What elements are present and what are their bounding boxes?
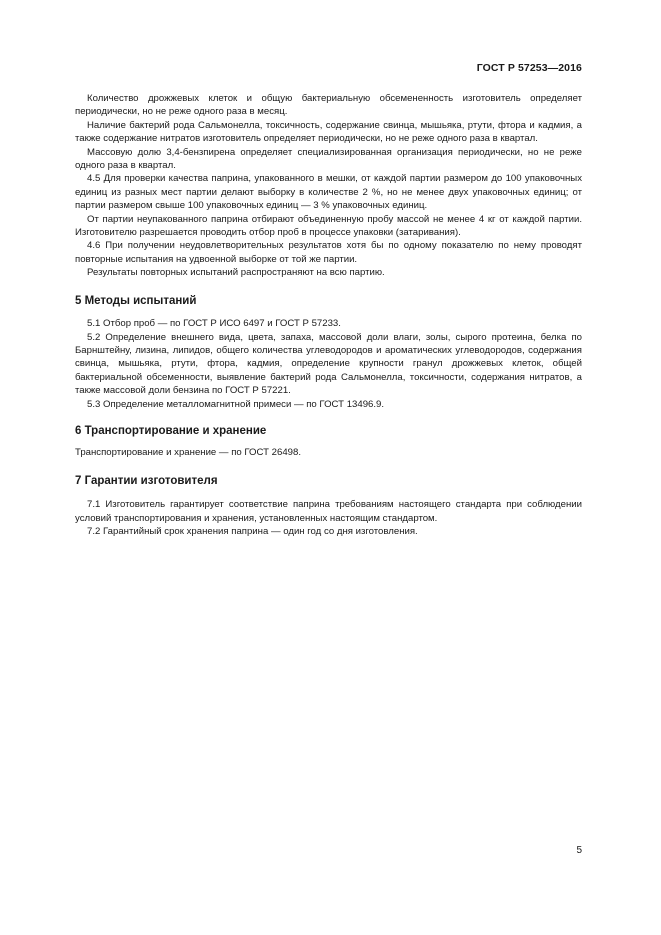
paragraph: 4.5 Для проверки качества паприна, упакованного в мешки, от каждой партии размером до 100 упаковочных единиц из разных мест партии делают выборку в количестве 2 %, но не менее двух упаковочных единиц; от партии размером свыше 100 упаковочных единиц — 3 % упаковочных единиц. (75, 173, 582, 212)
paragraph: 4.6 При получении неудовлетворительных результатов хотя бы по одному показателю по нему проводят повторные испытания на удвоенной выборке от той же партии. (75, 240, 582, 265)
paragraph: 5.1 Отбор проб — по ГОСТ Р ИСО 6497 и ГОСТ Р 57233. (87, 318, 341, 330)
paragraph: 7.2 Гарантийный срок хранения паприна — один год со дня изготовления. (87, 525, 418, 537)
paragraph: От партии неупакованного паприна отбирают объединенную пробу массой не менее 4 кг от каждой партии. Изготовителю разрешается проводить отбор проб в процессе упаковки (затаривания). (75, 213, 582, 239)
document-body (75, 92, 582, 538)
document-header: ГОСТ Р 57253—2016 (476, 62, 582, 74)
paragraph: Количество дрожжевых клеток и общую бактериальную обсемененность изготовитель определяет периодически, но не реже одного раза в месяц. (75, 93, 582, 118)
paragraph: Наличие бактерий рода Сальмонелла, токсичность, содержание свинца, мышьяка, ртути, фтора и кадмия, а также содержание нитратов изготовитель определяет периодически, но не реже одного раза в квартал. (75, 119, 582, 145)
section-title-7: 7 Гарантии изготовителя (75, 474, 218, 487)
paragraph: Транспортирование и хранение — по ГОСТ 26498. (75, 447, 301, 459)
paragraph: 7.1 Изготовитель гарантирует соответствие паприна требованиям настоящего стандарта при соблюдении условий транспортирования и хранения, установленных настоящим стандартом. (75, 499, 582, 524)
paragraph: Массовую долю 3,4-бензпирена определяет специализированная организация периодически, но не реже одного раза в квартал. (75, 146, 582, 172)
paragraph: 5.2 Определение внешнего вида, цвета, запаха, массовой доли влаги, золы, сырого протеина, белка по Барнштейну, лизина, липидов, общего количества углеводородов и ароматических углеводородов, содержания свинца, мышьяка, ртути, фтора, кадмия, определение крупности гранул дрожжевых клеток, общей бактериальной обсеменности, выявление бактерий рода Сальмонелла, токсичности, содержания нитратов, а также массовой доли бензина по ГОСТ Р 57221. (75, 331, 582, 397)
section-title-6: 6 Транспортирование и хранение (75, 424, 267, 437)
page-number: 5 (576, 845, 582, 856)
section-title-5: 5 Методы испытаний (75, 294, 197, 307)
paragraph: 5.3 Определение металломагнитной примеси — по ГОСТ 13496.9. (87, 398, 385, 410)
paragraph: Результаты повторных испытаний распространяют на всю партию. (87, 267, 385, 279)
